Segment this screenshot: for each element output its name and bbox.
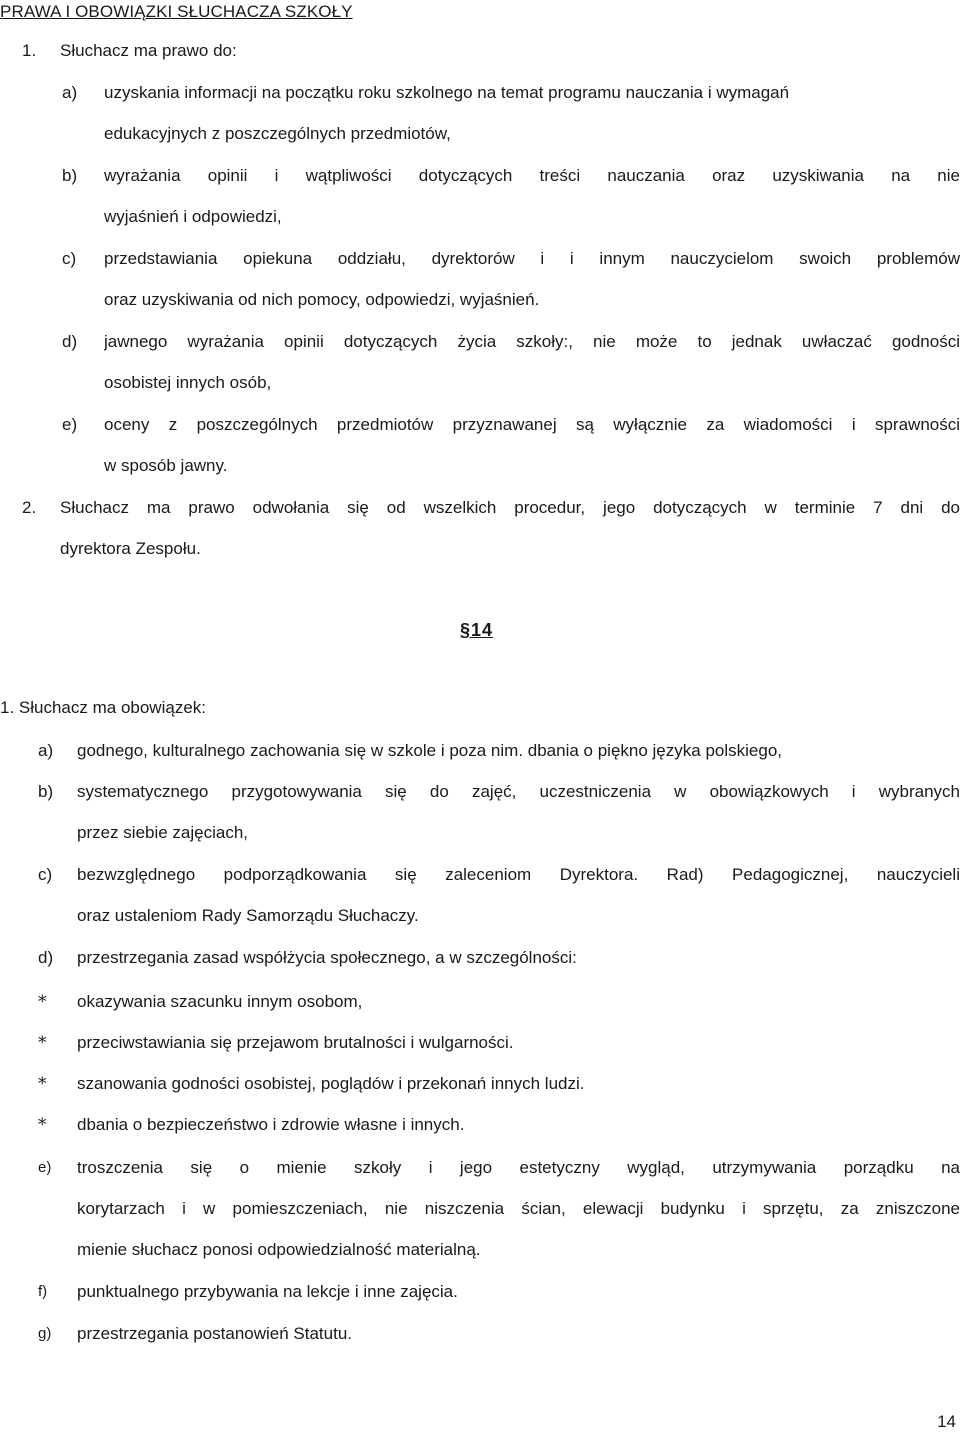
- duties-item-f-marker: f): [38, 1283, 48, 1300]
- duties-item-d-marker: d): [38, 948, 54, 967]
- rights-item-a-marker: a): [62, 83, 78, 102]
- rights-point-2-line-1: Słuchacz ma prawo odwołania się od wszelkich procedur, jego dotyczących w terminie 7 dni do: [60, 498, 960, 517]
- duties-subitem-3-text: szanowania godności osobistej, poglądów i przekonań innych ludzi.: [77, 1074, 585, 1093]
- rights-item-d-marker: d): [62, 332, 78, 351]
- rights-item-a-line-1: uzyskania informacji na początku roku szkolnego na temat programu nauczania i wymagań: [104, 83, 790, 102]
- rights-item-e-line-2: w sposób jawny.: [104, 456, 228, 475]
- rights-item-c-line-1: przedstawiania opiekuna oddziału, dyrektorów i i innym nauczycielom swoich problemów: [104, 249, 960, 268]
- rights-item-e-line-1: oceny z poszczególnych przedmiotów przyznawanej są wyłącznie za wiadomości i sprawności: [104, 415, 960, 434]
- rights-item-c-marker: c): [62, 249, 77, 268]
- rights-item-b-marker: b): [62, 166, 78, 185]
- duties-subitem-2-text: przeciwstawiania się przejawom brutalności i wulgarności.: [77, 1033, 514, 1052]
- rights-point-2-number: 2.: [22, 498, 37, 517]
- duties-item-b-line-2: przez siebie zajęciach,: [77, 823, 249, 842]
- rights-item-a-line-2: edukacyjnych z poszczególnych przedmiotów,: [104, 124, 451, 143]
- duties-item-b-marker: b): [38, 782, 54, 801]
- duties-item-c-line-2: oraz ustaleniom Rady Samorządu Słuchaczy.: [77, 906, 419, 925]
- duties-subitem-3-marker: *: [38, 1074, 47, 1094]
- duties-subitem-4-text: dbania o bezpieczeństwo i zdrowie własne i innych.: [77, 1115, 465, 1134]
- duties-item-a-marker: a): [38, 741, 54, 760]
- rights-intro-number: 1.: [22, 41, 37, 60]
- rights-item-c-line-2: oraz uzyskiwania od nich pomocy, odpowiedzi, wyjaśnień.: [104, 290, 540, 309]
- rights-intro-text: Słuchacz ma prawo do:: [60, 41, 237, 60]
- section-heading: §14: [460, 620, 494, 640]
- duties-subitem-2-marker: *: [38, 1033, 47, 1053]
- rights-item-e-marker: e): [62, 415, 78, 434]
- duties-item-e-line-2: korytarzach i w pomieszczeniach, nie niszczenia ścian, elewacji budynku i sprzętu, za zniszczone: [77, 1199, 960, 1218]
- duties-item-c-line-1: bezwzględnego podporządkowania się zaleceniom Dyrektora. Rad) Pedagogicznej, nauczycieli: [77, 865, 960, 884]
- duties-subitem-1-marker: *: [38, 992, 47, 1012]
- duties-intro: 1. Słuchacz ma obowiązek:: [0, 698, 206, 717]
- duties-subitem-4-marker: *: [38, 1115, 47, 1135]
- rights-item-b-line-2: wyjaśnień i odpowiedzi,: [104, 207, 282, 226]
- document-title: PRAWA I OBOWIĄZKI SŁUCHACZA SZKOŁY: [0, 2, 353, 21]
- duties-item-g-marker: g): [38, 1325, 52, 1342]
- rights-point-2-line-2: dyrektora Zespołu.: [60, 539, 201, 558]
- rights-item-b-line-1: wyrażania opinii i wątpliwości dotyczących treści nauczania oraz uzyskiwania na nie: [104, 166, 960, 185]
- duties-item-c-marker: c): [38, 865, 53, 884]
- duties-item-f-line-1: punktualnego przybywania na lekcje i inne zajęcia.: [77, 1282, 458, 1301]
- rights-item-d-line-1: jawnego wyrażania opinii dotyczących życia szkoły:, nie może to jednak uwłaczać godności: [104, 332, 960, 351]
- duties-item-e-marker: e): [38, 1159, 52, 1176]
- duties-item-e-line-3: mienie słuchacz ponosi odpowiedzialność materialną.: [77, 1240, 481, 1259]
- duties-item-b-line-1: systematycznego przygotowywania się do zajęć, uczestniczenia w obowiązkowych i wybranych: [77, 782, 960, 801]
- duties-item-e-line-1: troszczenia się o mienie szkoły i jego estetyczny wygląd, utrzymywania porządku na: [77, 1158, 960, 1177]
- rights-item-d-line-2: osobistej innych osób,: [104, 373, 272, 392]
- duties-item-g-line-1: przestrzegania postanowień Statutu.: [77, 1324, 353, 1343]
- page-number: 14: [937, 1412, 956, 1431]
- duties-subitem-1-text: okazywania szacunku innym osobom,: [77, 992, 363, 1011]
- duties-item-d-line-1: przestrzegania zasad współżycia społecznego, a w szczególności:: [77, 948, 577, 967]
- duties-item-a-line-1: godnego, kulturalnego zachowania się w szkole i poza nim. dbania o piękno języka polskiego,: [77, 741, 782, 760]
